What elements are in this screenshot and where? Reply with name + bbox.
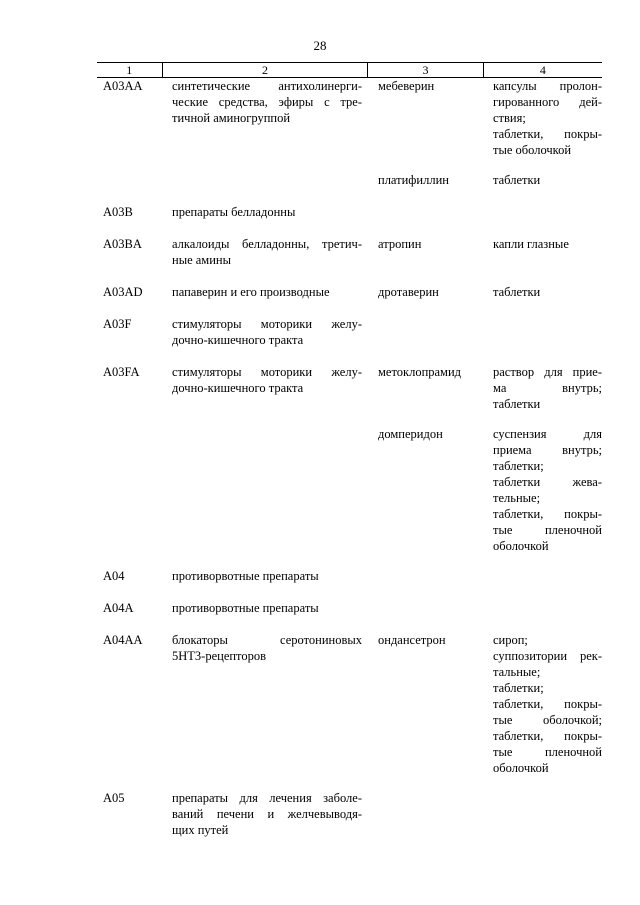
anatomical-group <box>162 236 368 268</box>
dosage-forms-line: таблетки, покры- <box>493 507 602 521</box>
dosage-forms <box>483 78 602 158</box>
table-row <box>97 78 602 158</box>
drug-name: платифиллин <box>378 173 449 187</box>
anatomical-group-line: блокаторы серотониновых <box>172 633 362 647</box>
atc-code <box>97 172 162 188</box>
column-header-2: 2 <box>162 63 368 77</box>
drug-name <box>368 316 483 348</box>
dosage-forms <box>483 364 602 412</box>
table-row <box>97 316 602 348</box>
atc-code: A04A <box>103 601 134 615</box>
drug-name <box>368 600 483 616</box>
column-header-1: 1 <box>126 63 133 77</box>
anatomical-group-line: дочно-кишечного тракта <box>172 333 304 347</box>
anatomical-group <box>162 172 368 188</box>
drug-name: дротаверин <box>378 285 439 299</box>
table-row <box>97 172 602 188</box>
dosage-forms-line: тые пленочной <box>493 523 602 537</box>
anatomical-group-line: препараты для лечения заболе- <box>172 791 362 805</box>
anatomical-group <box>162 364 368 412</box>
dosage-forms-line: таблетки; <box>493 681 544 695</box>
atc-code: A03AD <box>103 285 143 299</box>
atc-code: A03BA <box>103 237 142 251</box>
dosage-forms-line: суспензия для <box>493 427 602 441</box>
dosage-forms-line: ма внутрь; <box>493 381 602 395</box>
anatomical-group-line: алкалоиды белладонны, третич- <box>172 237 362 251</box>
anatomical-group-line: ческие средства, эфиры с тре- <box>172 95 362 109</box>
dosage-forms-line: сироп; <box>493 633 528 647</box>
drug-name <box>368 790 483 838</box>
anatomical-group <box>162 790 368 838</box>
drug-name <box>368 568 483 584</box>
drug-name: атропин <box>378 237 422 251</box>
dosage-forms-line: тельные; <box>493 491 541 505</box>
atc-code <box>97 426 162 554</box>
anatomical-group <box>162 78 368 158</box>
anatomical-group-line: синтетические антихолинерги- <box>172 79 362 93</box>
column-header-3: 3 <box>367 63 482 77</box>
dosage-forms <box>483 236 602 268</box>
dosage-forms <box>483 172 602 188</box>
anatomical-group-line: дочно-кишечного тракта <box>172 381 304 395</box>
drug-name: ондансетрон <box>378 633 446 647</box>
dosage-forms <box>483 426 602 554</box>
dosage-forms-line: тальные; <box>493 665 541 679</box>
table-header <box>97 62 602 78</box>
dosage-forms-line: таблетки <box>493 285 541 299</box>
anatomical-group-line: щих путей <box>172 823 229 837</box>
anatomical-group-line: стимуляторы моторики желу- <box>172 317 362 331</box>
anatomical-group <box>162 600 368 616</box>
anatomical-group <box>162 568 368 584</box>
dosage-forms-line: приема внутрь; <box>493 443 602 457</box>
dosage-forms-line: таблетки, покры- <box>493 127 602 141</box>
anatomical-group-line: препараты белладонны <box>172 205 296 219</box>
anatomical-group-line: 5HT3-рецепторов <box>172 649 267 663</box>
dosage-forms <box>483 316 602 348</box>
dosage-forms-line: суппозитории рек- <box>493 649 602 663</box>
dosage-forms-line: таблетки <box>493 397 541 411</box>
table-row <box>97 568 602 584</box>
atc-code: A04 <box>103 569 125 583</box>
dosage-forms <box>483 790 602 838</box>
dosage-forms-line: капсулы пролон- <box>493 79 602 93</box>
dosage-forms-line: таблетки <box>493 173 541 187</box>
dosage-forms-line: капли глазные <box>493 237 569 251</box>
atc-code: A03B <box>103 205 133 219</box>
drug-name: метоклопрамид <box>378 365 462 379</box>
atc-code: A03AA <box>103 79 143 93</box>
anatomical-group-line: ваний печени и желчевыводя- <box>172 807 362 821</box>
anatomical-group-line: папаверин и его производные <box>172 285 330 299</box>
atc-code: A03F <box>103 317 132 331</box>
dosage-forms-line: таблетки; <box>493 459 544 473</box>
table-row <box>97 426 602 554</box>
dosage-forms-line: раствор для прие- <box>493 365 602 379</box>
table-row <box>97 204 602 220</box>
table-row <box>97 632 602 776</box>
atc-code: A04AA <box>103 633 143 647</box>
dosage-forms-line: таблетки жева- <box>493 475 602 489</box>
column-header-4: 4 <box>483 63 602 77</box>
dosage-forms-line: ствия; <box>493 111 526 125</box>
anatomical-group <box>162 204 368 220</box>
anatomical-group-line: тичной аминогруппой <box>172 111 291 125</box>
table-row <box>97 600 602 616</box>
dosage-forms <box>483 600 602 616</box>
anatomical-group-line: стимуляторы моторики желу- <box>172 365 362 379</box>
anatomical-group <box>162 426 368 554</box>
dosage-forms-line: таблетки, покры- <box>493 697 602 711</box>
anatomical-group-line: ные амины <box>172 253 231 267</box>
anatomical-group-line: противорвотные препараты <box>172 569 319 583</box>
anatomical-group <box>162 316 368 348</box>
table-row <box>97 364 602 412</box>
dosage-forms-line: тые оболочкой; <box>493 713 602 727</box>
dosage-forms <box>483 568 602 584</box>
atc-code: A03FA <box>103 365 140 379</box>
dosage-forms-line: оболочкой <box>493 761 549 775</box>
drug-name <box>368 204 483 220</box>
dosage-forms-line: гированного дей- <box>493 95 602 109</box>
anatomical-group <box>162 632 368 776</box>
anatomical-group-line: противорвотные препараты <box>172 601 319 615</box>
anatomical-group <box>162 284 368 300</box>
atc-code: A05 <box>103 791 125 805</box>
drug-name: домперидон <box>378 427 443 441</box>
dosage-forms-line: таблетки, покры- <box>493 729 602 743</box>
page-number: 28 <box>313 38 327 53</box>
dosage-forms <box>483 204 602 220</box>
dosage-forms <box>483 284 602 300</box>
dosage-forms-line: оболочкой <box>493 539 549 553</box>
drug-name: мебеверин <box>378 79 435 93</box>
dosage-forms <box>483 632 602 776</box>
table-row <box>97 284 602 300</box>
table-row <box>97 790 602 838</box>
table-row <box>97 236 602 268</box>
dosage-forms-line: тые пленочной <box>493 745 602 759</box>
dosage-forms-line: тые оболочкой <box>493 143 572 157</box>
